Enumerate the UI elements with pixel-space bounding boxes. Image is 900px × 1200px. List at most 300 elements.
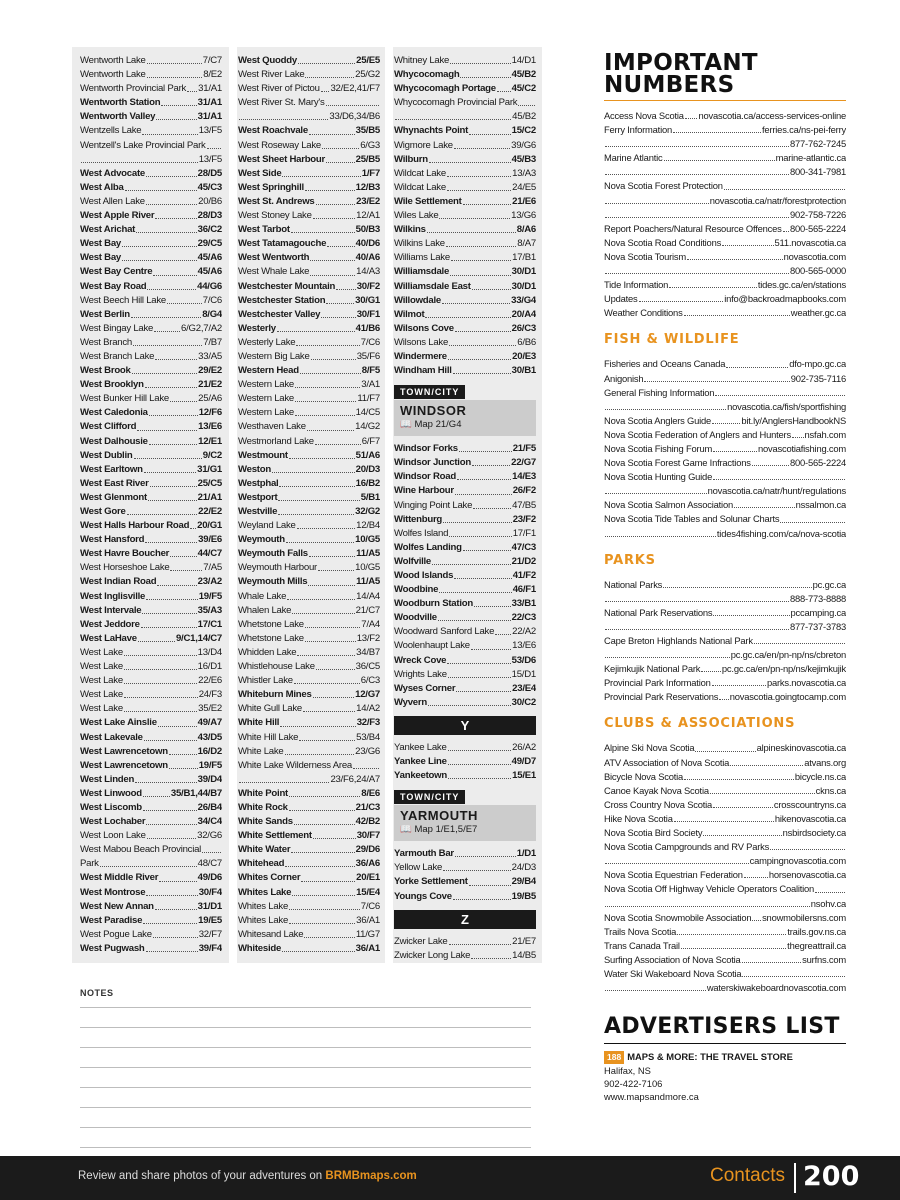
- entry-name: White Lake Wilderness Area: [238, 759, 353, 771]
- contact-value[interactable]: crosscountryns.ca: [773, 798, 846, 810]
- dot-leader: [495, 625, 511, 635]
- map-reference: 44/C7: [197, 548, 222, 560]
- dot-leader: [132, 364, 198, 374]
- contact-value[interactable]: hikenovascotia.ca: [774, 812, 846, 824]
- index-entry: [238, 463, 380, 477]
- index-entry: [394, 875, 536, 889]
- map-reference: 8/E6: [361, 787, 380, 799]
- entry-name: Weymouth Harbour: [238, 562, 318, 574]
- map-reference: 14/A2: [356, 703, 380, 715]
- map-reference: 20/B6: [198, 195, 222, 207]
- contact-name: Provincial Park Information: [604, 677, 711, 689]
- entry-name: Western Lake: [238, 407, 295, 419]
- contact-row: [604, 194, 846, 208]
- notes-line: [80, 1008, 531, 1028]
- map-reference: 42/B2: [355, 816, 380, 828]
- entry-name: Westchester Mountain: [238, 280, 336, 292]
- map-reference: 17/B1: [512, 252, 536, 264]
- dot-leader: [448, 350, 511, 360]
- dot-leader: [321, 82, 330, 92]
- entry-name: Whycocomagh Provincial Park: [394, 97, 518, 109]
- dot-leader: [289, 787, 360, 797]
- map-reference: 23/F6,24/A7: [330, 773, 380, 785]
- map-reference: 7/A4: [361, 618, 380, 630]
- index-entry: [80, 280, 222, 294]
- dot-leader: [304, 928, 355, 938]
- dot-leader: [298, 54, 355, 64]
- index-entry: [238, 829, 380, 843]
- index-entry: [238, 886, 380, 900]
- index-entry: [238, 280, 380, 294]
- contact-value[interactable]: 800-565-2224: [790, 222, 846, 234]
- index-entry: [80, 463, 222, 477]
- entry-name: Yarmouth Bar: [394, 848, 454, 860]
- contact-value[interactable]: thegreattrail.ca: [787, 939, 846, 951]
- dot-leader: [734, 498, 795, 508]
- contact-value[interactable]: 800-341-7981: [790, 166, 846, 178]
- contact-row: [604, 165, 846, 179]
- contact-value[interactable]: info@backroadmapbooks.com: [724, 293, 846, 305]
- notes-line: [80, 1028, 531, 1048]
- contact-name: Cross Country Nova Scotia: [604, 798, 713, 810]
- dot-leader: [429, 153, 511, 163]
- contact-row: [604, 527, 846, 541]
- map-reference: 53/D6: [511, 654, 536, 666]
- contact-value[interactable]: novascotia.ca/fish/sportfishing: [727, 400, 846, 412]
- contact-row: [604, 236, 846, 250]
- contact-value[interactable]: weather.gc.ca: [790, 307, 846, 319]
- index-entry: [238, 575, 380, 589]
- index-entry: [80, 857, 222, 871]
- contact-value[interactable]: nsbirdsociety.ca: [782, 827, 846, 839]
- map-reference: 19/F5: [198, 759, 222, 771]
- map-reference: 6/F7: [361, 435, 380, 447]
- index-entry: [394, 847, 536, 861]
- dot-leader: [681, 939, 786, 949]
- map-reference: 11/A5: [356, 548, 380, 560]
- map-reference: 20/A4: [511, 308, 536, 320]
- map-reference: 49/D7: [511, 756, 536, 768]
- contact-value[interactable]: ferries.ca/ns-pei-ferry: [762, 124, 846, 136]
- contact-value[interactable]: tides.gc.ca/en/stations: [757, 279, 846, 291]
- map-reference: 29/B4: [511, 876, 536, 888]
- dot-leader: [292, 604, 354, 614]
- contact-row: [604, 372, 846, 386]
- contact-row: [604, 676, 846, 690]
- map-reference: 39/F4: [198, 942, 222, 954]
- contact-name: Provincial Park Reservations: [604, 691, 719, 703]
- dot-leader: [353, 759, 379, 769]
- index-entry: [80, 660, 222, 674]
- dot-leader: [605, 484, 707, 494]
- entry-name: Weston: [238, 463, 271, 475]
- map-reference: 29/E2: [198, 365, 222, 377]
- entry-name: Windermere: [394, 350, 447, 362]
- index-entry: [238, 308, 380, 322]
- contact-value[interactable]: bit.ly/AnglersHandbookNS: [741, 414, 846, 426]
- index-entry: [238, 871, 380, 885]
- index-entry: [80, 322, 222, 336]
- entry-name: Wolfville: [394, 555, 432, 567]
- advertiser-city: Halifax, NS: [604, 1065, 651, 1076]
- dot-leader: [316, 660, 355, 670]
- dot-leader: [299, 731, 355, 741]
- index-entry: [238, 632, 380, 646]
- map-reference: 35/E2: [198, 703, 222, 715]
- dot-leader: [677, 925, 786, 935]
- footer-section-name: Contacts: [710, 1165, 785, 1186]
- page-footer: [0, 1156, 900, 1200]
- dot-leader: [605, 165, 789, 175]
- contact-value[interactable]: nsohv.ca: [810, 897, 846, 909]
- contact-value[interactable]: novascotia.goingtocamp.com: [729, 691, 846, 703]
- contact-value[interactable]: ckns.ca: [815, 784, 846, 796]
- map-reference: 45/B2: [512, 111, 536, 123]
- entry-name: Zwicker Lake: [394, 935, 448, 947]
- contact-name: Report Poachers/Natural Resource Offences: [604, 222, 782, 234]
- contact-row: [604, 798, 846, 812]
- entry-name: Whycocomagh: [394, 69, 460, 81]
- contact-value[interactable]: novascotiafishing.com: [757, 442, 846, 454]
- contact-value[interactable]: pc.gc.ca: [812, 578, 846, 590]
- map-reference: 33/D6,34/B6: [329, 111, 380, 123]
- dot-leader: [305, 68, 354, 78]
- entry-name: West Horseshoe Lake: [80, 562, 170, 574]
- map-reference: 22/C3: [511, 612, 536, 624]
- index-entry: [238, 604, 380, 618]
- entry-name: West Paradise: [80, 914, 143, 926]
- contact-value[interactable]: pc.gc.ca/en/pn-np/ns/kejimkujik: [721, 663, 846, 675]
- town-windsor: [394, 382, 536, 436]
- entry-name: Westmorland Lake: [238, 435, 314, 447]
- index-entry: [238, 195, 380, 209]
- dot-leader: [605, 527, 716, 537]
- contact-value[interactable]: campingnovascotia.com: [749, 855, 846, 867]
- index-entry: [238, 561, 380, 575]
- map-reference: 22/A2: [512, 626, 536, 638]
- dot-leader: [207, 139, 221, 149]
- contact-value[interactable]: novascotia.ca/natr/hunt/regulations: [707, 485, 846, 497]
- index-entry: [80, 364, 222, 378]
- dot-leader: [136, 223, 197, 233]
- contact-row: [604, 109, 846, 123]
- map-reference: 53/B4: [356, 731, 380, 743]
- contact-value[interactable]: 800-565-2224: [790, 457, 846, 469]
- dot-leader: [285, 857, 354, 867]
- dot-leader: [135, 773, 197, 783]
- contact-name: Nova Scotia Road Conditions: [604, 236, 722, 248]
- contact-row: [604, 414, 846, 428]
- dot-leader: [469, 875, 511, 885]
- dot-leader: [472, 280, 511, 290]
- entry-name: Yorke Settlement: [394, 876, 468, 888]
- entry-name: West Halls Harbour Road: [80, 520, 190, 532]
- dot-leader: [695, 741, 755, 751]
- map-reference: 22/G7: [511, 457, 536, 469]
- entry-name: Wood Islands: [394, 570, 454, 581]
- index-entry: [394, 541, 536, 555]
- contact-value[interactable]: novascotia.ca/natr/forestprotection: [709, 194, 846, 206]
- map-reference: 12/A1: [356, 210, 380, 222]
- contact-row: [604, 179, 846, 193]
- dot-leader: [605, 208, 789, 218]
- dot-leader: [296, 336, 359, 346]
- map-reference: 25/C5: [197, 477, 222, 489]
- dot-leader: [155, 350, 197, 360]
- contact-name: Nova Scotia Hunting Guide: [604, 471, 713, 483]
- entry-name: West Bay: [80, 238, 122, 250]
- dot-leader: [124, 688, 198, 698]
- dot-leader: [310, 265, 355, 275]
- index-entry: [238, 110, 380, 124]
- index-entry: [80, 82, 222, 96]
- contact-value[interactable]: 511.novascotia.ca: [774, 236, 846, 248]
- index-entry: [238, 350, 380, 364]
- entry-name: West River St. Mary's: [238, 97, 325, 109]
- dot-leader: [146, 195, 197, 205]
- contact-value[interactable]: horsenovascotia.ca: [768, 869, 846, 881]
- index-entry: [238, 68, 380, 82]
- entry-name: Yellow Lake: [394, 862, 443, 874]
- entry-name: Wiles Lake: [394, 210, 439, 222]
- map-reference: 21/D2: [511, 555, 536, 567]
- map-reference: 14/B5: [512, 949, 536, 961]
- dot-leader: [138, 632, 175, 642]
- index-entry: [394, 153, 536, 167]
- index-entry: [80, 139, 222, 153]
- entry-name: Wentworth Provincial Park: [80, 83, 187, 95]
- map-reference: 20/D3: [355, 463, 380, 475]
- map-reference: 11/F7: [357, 393, 380, 405]
- index-entry: [238, 688, 380, 702]
- entry-name: Westerly Lake: [238, 336, 296, 348]
- index-entry: [238, 54, 380, 68]
- index-entry: [80, 167, 222, 181]
- dot-leader: [305, 181, 355, 191]
- dot-leader: [713, 798, 773, 808]
- index-entry: [238, 237, 380, 251]
- index-entry: [80, 871, 222, 885]
- contact-row: [604, 634, 846, 648]
- dot-leader: [715, 386, 845, 396]
- index-entry: [238, 928, 380, 942]
- dot-leader: [321, 308, 355, 318]
- index-entry: [80, 336, 222, 350]
- contact-value[interactable]: 888-773-8888: [790, 592, 846, 604]
- dot-leader: [149, 435, 197, 445]
- map-reference: 41/F2: [512, 570, 536, 581]
- map-reference: 14/A4: [356, 590, 380, 602]
- map-reference: 26/F2: [512, 485, 536, 497]
- entry-name: Westphal: [238, 477, 279, 489]
- map-reference: 23/E4: [512, 682, 536, 694]
- dot-leader: [239, 773, 329, 783]
- index-entry: [238, 378, 380, 392]
- dot-leader: [742, 953, 802, 963]
- index-entry: [394, 322, 536, 336]
- contact-value[interactable]: 902-758-7226: [790, 208, 846, 220]
- index-entry: [394, 569, 536, 583]
- entry-name: Yankee Lake: [394, 741, 447, 753]
- contact-value[interactable]: novascotia.ca/access-services-online: [698, 110, 846, 121]
- contact-name: Nova Scotia Off Highway Vehicle Operators Coalition: [604, 883, 815, 895]
- index-entry: [80, 843, 222, 857]
- contact-value[interactable]: nsfah.com: [804, 428, 846, 440]
- entry-name: West Lakevale: [80, 731, 143, 743]
- contact-name: Trans Canada Trail: [604, 939, 680, 951]
- map-reference: 35/A3: [197, 604, 222, 616]
- contact-name: Nova Scotia Tide Tables and Solunar Charts: [604, 513, 780, 525]
- town-name: YARMOUTH: [400, 808, 478, 824]
- contact-value[interactable]: pccamping.ca: [790, 606, 846, 618]
- entry-name: Youngs Cove: [394, 890, 452, 902]
- title-rule: [604, 1043, 846, 1044]
- contact-value[interactable]: novascotia.com: [783, 250, 846, 262]
- contact-value[interactable]: waterskiwakeboardnovascotia.com: [706, 982, 846, 994]
- contact-row: [604, 826, 846, 840]
- contact-value[interactable]: tides4fishing.com/ca/nova-scotia: [716, 527, 846, 539]
- map-reference: 41/B6: [355, 322, 380, 334]
- map-reference: 13/F5: [198, 153, 222, 165]
- entry-name: West Intervale: [80, 604, 142, 616]
- contact-value[interactable]: pc.gc.ca/en/pn-np/ns/cbreton: [730, 649, 846, 661]
- contact-value[interactable]: parks.novascotia.ca: [766, 677, 846, 689]
- notes-line: [80, 1088, 531, 1108]
- dot-leader: [127, 505, 198, 515]
- advertiser-url[interactable]: www.mapsandmore.ca: [604, 1091, 699, 1102]
- index-entry: [80, 688, 222, 702]
- index-entry: [238, 702, 380, 716]
- entry-name: West Lochaber: [80, 816, 146, 828]
- entry-name: West Berlin: [80, 308, 130, 320]
- town-box: [394, 805, 536, 841]
- map-reference: 25/B5: [355, 153, 380, 165]
- dot-leader: [310, 251, 354, 261]
- entry-name: Wile Settlement: [394, 195, 462, 207]
- dot-leader: [770, 840, 845, 850]
- dot-leader: [605, 854, 749, 864]
- dot-leader: [303, 702, 355, 712]
- map-reference: 14/D1: [511, 55, 536, 66]
- dot-leader: [311, 350, 356, 360]
- index-entry: [394, 294, 536, 308]
- entry-name: West Lake: [80, 689, 123, 701]
- footer-divider: [794, 1163, 796, 1193]
- footer-link[interactable]: BRMBmaps.com: [325, 1170, 417, 1182]
- index-entry: [80, 294, 222, 308]
- index-entry: [80, 815, 222, 829]
- dot-leader: [742, 967, 845, 977]
- map-reference: 7/A5: [203, 562, 222, 574]
- contact-value[interactable]: nssalmon.ca: [795, 499, 846, 511]
- entry-name: West Lawrencetown: [80, 745, 168, 757]
- contact-value[interactable]: bicycle.ns.ca: [794, 770, 846, 782]
- index-entry: [238, 82, 380, 96]
- contact-name: Canoe Kayak Nova Scotia: [604, 784, 709, 796]
- map-reference: 22/E6: [198, 675, 222, 687]
- entry-name: Wentworth Station: [80, 97, 161, 109]
- map-reference: 39/G6: [511, 139, 536, 151]
- contact-row: [604, 620, 846, 634]
- dot-leader: [133, 336, 202, 346]
- dot-leader: [313, 209, 355, 219]
- index-entry: [238, 801, 380, 815]
- dot-leader: [282, 167, 360, 177]
- index-entry: [394, 167, 536, 181]
- contact-value[interactable]: alpineskinovascotia.ca: [756, 742, 846, 754]
- map-reference: 34/C4: [197, 816, 222, 828]
- dot-leader: [145, 378, 197, 388]
- contact-name: General Fishing Information: [604, 386, 715, 398]
- dot-leader: [472, 456, 510, 466]
- notes-title: NOTES: [80, 988, 114, 998]
- map-reference: 13/D4: [197, 646, 222, 658]
- index-entry: [80, 801, 222, 815]
- contact-name: Tide Information: [604, 279, 669, 291]
- map-reference: 6/G3: [360, 139, 380, 151]
- dot-leader: [453, 364, 511, 374]
- dot-leader: [701, 662, 721, 672]
- contact-value[interactable]: dfo-mpo.gc.ca: [789, 358, 846, 370]
- contact-value[interactable]: trails.gov.ns.ca: [787, 925, 846, 937]
- index-entry: [238, 731, 380, 745]
- contact-value[interactable]: 902-735-7116: [790, 372, 846, 384]
- dot-leader: [153, 928, 198, 938]
- map-reference: 29/D6: [355, 844, 380, 856]
- dot-leader: [158, 716, 197, 726]
- contact-row: [604, 278, 846, 292]
- map-reference: 50/B3: [355, 224, 380, 236]
- entry-name: Wolfes Island: [394, 527, 449, 539]
- contact-row: [604, 512, 846, 526]
- index-entry: [394, 82, 536, 96]
- dot-leader: [143, 914, 197, 924]
- dot-leader: [305, 632, 356, 642]
- contact-value[interactable]: 877-762-7245: [790, 138, 846, 150]
- map-reference: 28/D3: [197, 210, 222, 222]
- map-reference: 21/C7: [355, 604, 380, 616]
- entry-name: Whistlehouse Lake: [238, 661, 315, 673]
- contact-value[interactable]: atvans.org: [804, 756, 846, 768]
- index-entry: [80, 153, 222, 167]
- contact-value[interactable]: snowmobilersns.com: [762, 911, 846, 923]
- dot-leader: [713, 470, 845, 480]
- dot-leader: [713, 442, 757, 452]
- entry-name: Whetstone Lake: [238, 618, 304, 630]
- contact-value[interactable]: surfns.com: [802, 953, 846, 965]
- contact-name: Nova Scotia Tourism: [604, 250, 686, 262]
- contact-value[interactable]: marine-atlantic.ca: [775, 152, 846, 164]
- entry-name: Williamsdale East: [394, 280, 471, 292]
- dot-leader: [289, 449, 355, 459]
- contact-value[interactable]: 877-737-3783: [790, 620, 846, 632]
- dot-leader: [726, 357, 788, 367]
- map-reference: 13/F5: [198, 125, 222, 137]
- index-entry: [238, 900, 380, 914]
- dot-leader: [455, 847, 516, 857]
- contact-row: [604, 606, 846, 620]
- contact-value[interactable]: 800-565-0000: [790, 265, 846, 277]
- entry-name: West Tarbot: [238, 224, 290, 236]
- entry-name: West Bay: [80, 252, 122, 264]
- dot-leader: [142, 124, 197, 134]
- contact-name: Nova Scotia Bird Society: [604, 827, 703, 839]
- index-entry: [394, 124, 536, 138]
- index-entry: [394, 350, 536, 364]
- index-entry: [394, 741, 536, 755]
- index-entry: [394, 527, 536, 541]
- map-reference: 35/B1,44/B7: [170, 787, 222, 799]
